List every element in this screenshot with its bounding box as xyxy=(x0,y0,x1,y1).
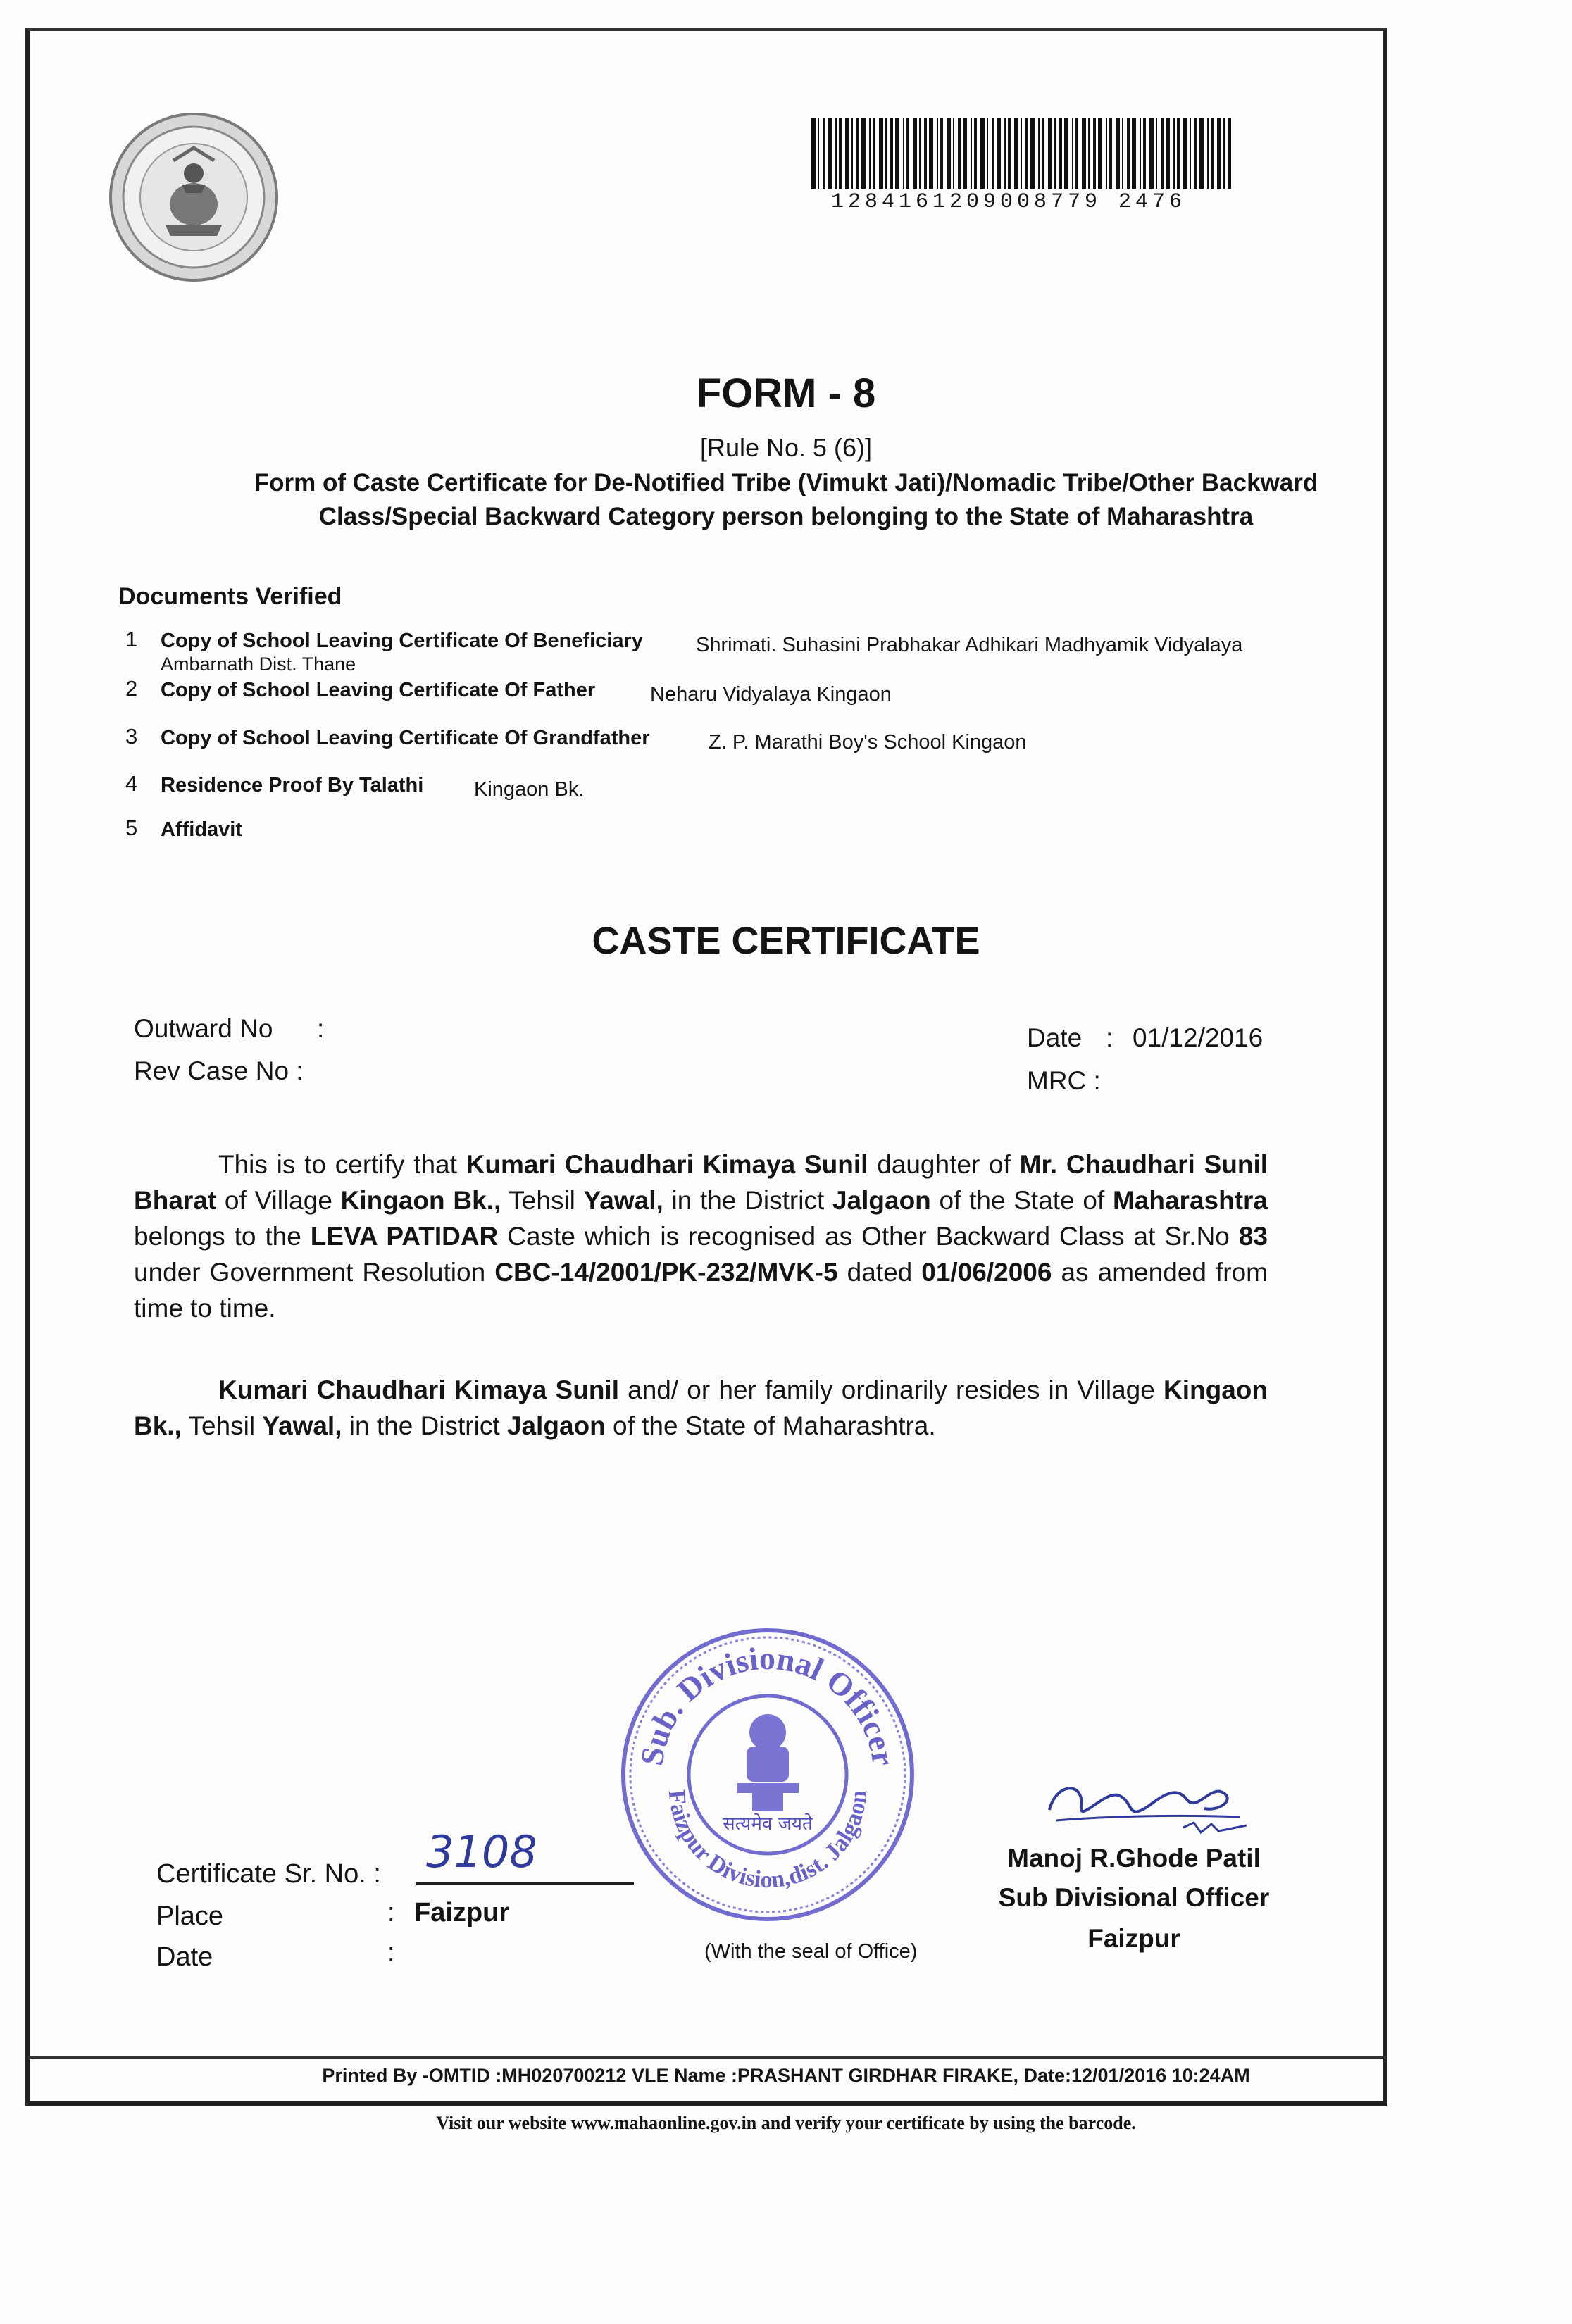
p2-text: of the State of Maharashtra. xyxy=(605,1411,936,1440)
barcode-bar xyxy=(913,118,917,189)
officer-name: Manoj R.Ghode Patil xyxy=(1007,1844,1261,1873)
barcode-icon xyxy=(810,118,1233,189)
barcode-bar xyxy=(963,118,967,189)
barcode-bar xyxy=(1093,118,1096,189)
barcode-bar xyxy=(924,118,927,189)
p2-text: in the District xyxy=(342,1411,507,1440)
p1-text: This is to certify that xyxy=(218,1150,466,1179)
barcode-bar xyxy=(1072,118,1073,189)
subtitle-line-1: Form of Caste Certificate for De-Notified Tribe (Vimukt Jati)/Nomadic Tribe/Other Backward xyxy=(254,469,1318,496)
barcode-bar xyxy=(1199,118,1204,189)
document-label: Copy of School Leaving Certificate Of Grandfather xyxy=(161,727,650,749)
certificate-paragraph-2 xyxy=(134,1372,1268,1444)
document-item-5 xyxy=(118,816,1316,851)
barcode-bar xyxy=(1122,118,1123,189)
verify-website-note: Visit our website www.mahaonline.gov.in and verify your certificate by using the barcode. xyxy=(436,2113,1136,2133)
barcode-bar xyxy=(1075,118,1078,189)
certificate-sr-label: Certificate Sr. No. : xyxy=(156,1859,381,1889)
rev-case-no-label: Rev Case No : xyxy=(134,1056,304,1085)
p1-district: Jalgaon xyxy=(832,1186,931,1215)
barcode-bar xyxy=(839,118,842,189)
barcode-bar xyxy=(1054,118,1056,189)
barcode-bar xyxy=(1082,118,1086,189)
documents-heading: Documents Verified xyxy=(118,583,342,610)
document-number: 4 xyxy=(125,771,138,796)
seal-text-bottom: Faizpur Division,dist. Jalgaon xyxy=(663,1789,873,1894)
officer-title: Sub Divisional Officer xyxy=(998,1883,1270,1912)
form-subtitle xyxy=(0,466,1572,534)
barcode-bar xyxy=(919,118,921,189)
outward-no-label: Outward No xyxy=(134,1014,273,1043)
document-value: Neharu Vidyalaya Kingaon xyxy=(650,683,892,706)
barcode-bar xyxy=(947,118,951,189)
document-item-1 xyxy=(118,627,1316,676)
p1-text: as amended from time to time. xyxy=(134,1258,1268,1323)
p1-text: of Village xyxy=(216,1186,341,1215)
seal-text-top: Sub. Divisional Officer xyxy=(633,1639,902,1768)
barcode-bar xyxy=(906,118,909,189)
barcode-bar xyxy=(1194,118,1197,189)
p2-name: Kumari Chaudhari Kimaya Sunil xyxy=(218,1375,619,1404)
document-number: 2 xyxy=(125,676,138,701)
barcode-bar xyxy=(1048,118,1052,189)
barcode-bar xyxy=(885,118,887,189)
document-item-2 xyxy=(118,676,1316,711)
barcode-bar xyxy=(828,118,832,189)
barcode-bar xyxy=(879,118,883,189)
barcode-bar xyxy=(1183,118,1187,189)
barcode-bar xyxy=(1228,118,1231,189)
barcode-bar xyxy=(929,118,933,189)
barcode-number: 1284161209008779 2476 xyxy=(831,190,1187,214)
p1-name: Kumari Chaudhari Kimaya Sunil xyxy=(466,1150,868,1179)
barcode-bar xyxy=(980,118,985,189)
barcode-bar xyxy=(1190,118,1191,189)
document-number: 1 xyxy=(125,627,138,651)
barcode-bar xyxy=(1030,118,1035,189)
document-item-4 xyxy=(118,771,1316,806)
seal-caption: (With the seal of Office) xyxy=(704,1940,918,1963)
barcode-bar xyxy=(869,118,871,189)
p1-text: Caste which is recognised as Other Backward Class at Sr.No xyxy=(498,1222,1239,1251)
barcode-bar xyxy=(1161,118,1164,189)
barcode-bar xyxy=(1143,118,1146,189)
barcode-bar xyxy=(1004,118,1006,189)
barcode-bar xyxy=(1140,118,1141,189)
barcode-bar xyxy=(856,118,859,189)
barcode-bar xyxy=(1088,118,1090,189)
p1-resolution: CBC-14/2001/PK-232/MVK-5 xyxy=(494,1258,838,1287)
printed-by-line: Printed By -OMTID :MH020700212 VLE Name :PRASHANT GIRDHAR FIRAKE, Date:12/01/2016 10:24AM xyxy=(322,2065,1250,2086)
barcode-bar xyxy=(1156,118,1157,189)
officer-signature-icon xyxy=(1042,1768,1254,1845)
p1-text: dated xyxy=(837,1258,922,1287)
p2-district: Jalgaon xyxy=(506,1411,606,1440)
barcode-bar xyxy=(1014,118,1018,189)
document-number: 5 xyxy=(125,816,138,840)
footer-date-label: Date xyxy=(156,1942,213,1972)
barcode-bar xyxy=(835,118,837,189)
barcode-bar xyxy=(953,118,954,189)
place-separator: : xyxy=(387,1898,395,1928)
barcode-bar xyxy=(1109,118,1112,189)
barcode-bar xyxy=(890,118,893,189)
p1-text: daughter of xyxy=(868,1150,1020,1179)
document-value: Kingaon Bk. xyxy=(474,778,585,801)
seal-motto: सत्यमेव जयते xyxy=(723,1813,813,1835)
barcode-bar xyxy=(1173,118,1175,189)
footer-date-separator: : xyxy=(387,1938,395,1968)
barcode-bar xyxy=(823,118,825,189)
p1-text: Tehsil xyxy=(501,1186,584,1215)
outward-no-separator: : xyxy=(317,1014,325,1043)
barcode-bar xyxy=(997,118,1001,189)
barcode-bar xyxy=(974,118,977,189)
barcode-bar xyxy=(1106,118,1107,189)
document-item-3 xyxy=(118,724,1316,759)
barcode-bar xyxy=(1127,118,1130,189)
barcode-bar xyxy=(1223,118,1225,189)
p2-tehsil: Yawal, xyxy=(262,1411,342,1440)
barcode-bar xyxy=(1059,118,1062,189)
document-label: Copy of School Leaving Certificate Of Father xyxy=(161,679,596,701)
sr-underline xyxy=(416,1882,634,1885)
place-value: Faizpur xyxy=(414,1898,510,1928)
barcode-bar xyxy=(971,118,972,189)
mrc-label: MRC : xyxy=(1027,1066,1101,1095)
barcode-bar xyxy=(940,118,943,189)
p1-village: Kingaon Bk., xyxy=(340,1186,501,1215)
barcode-bar xyxy=(895,118,899,189)
barcode-bar xyxy=(937,118,938,189)
certificate-title: CASTE CERTIFICATE xyxy=(592,920,980,962)
p1-text: belongs to the xyxy=(134,1222,311,1251)
barcode-bar xyxy=(1025,118,1028,189)
p2-village: Kingaon Bk., xyxy=(134,1375,1268,1440)
barcode-bar xyxy=(1038,118,1040,189)
barcode-bar xyxy=(1177,118,1180,189)
p1-text: under Government Resolution xyxy=(134,1258,495,1287)
barcode-bar xyxy=(845,118,849,189)
barcode-bar xyxy=(811,118,816,189)
office-seal-icon xyxy=(613,1620,923,1930)
p1-caste: LEVA PATIDAR xyxy=(310,1222,499,1251)
barcode-bar xyxy=(992,118,994,189)
barcode-bar xyxy=(1008,118,1011,189)
barcode-bar xyxy=(1211,118,1214,189)
barcode-bar xyxy=(1132,118,1136,189)
form-title: FORM - 8 xyxy=(696,370,876,416)
barcode-bar xyxy=(1042,118,1044,189)
document-value: Z. P. Marathi Boy's School Kingaon xyxy=(709,731,1027,754)
p2-text: and/ or her family ordinarily resides in Village xyxy=(618,1375,1164,1404)
document-value: Shrimati. Suhasini Prabhakar Adhikari Madhyamik Vidyalaya xyxy=(696,634,1243,656)
date-value: 01/12/2016 xyxy=(1133,1023,1264,1052)
document-label: Residence Proof By Talathi xyxy=(161,774,424,796)
barcode-bar xyxy=(818,118,819,189)
barcode-bar xyxy=(1217,118,1221,189)
p1-srno: 83 xyxy=(1238,1222,1268,1251)
barcode-bar xyxy=(987,118,988,189)
certificate-paragraph-1 xyxy=(134,1147,1268,1326)
officer-place: Faizpur xyxy=(1087,1924,1180,1953)
p1-state: Maharashtra xyxy=(1112,1186,1268,1215)
document-label: Copy of School Leaving Certificate Of Beneficiary xyxy=(161,630,643,652)
barcode-bar xyxy=(1166,118,1170,189)
certificate-sr-value: 3108 xyxy=(426,1826,537,1878)
barcode-bar xyxy=(958,118,961,189)
state-emblem-icon xyxy=(106,106,282,289)
barcode-bar xyxy=(873,118,875,189)
subtitle-line-2: Class/Special Backward Category person belonging to the State of Maharashtra xyxy=(318,503,1254,530)
barcode-bar xyxy=(1207,118,1209,189)
place-label: Place xyxy=(156,1901,224,1931)
printed-divider xyxy=(28,2056,1386,2059)
barcode-bar xyxy=(1149,118,1154,189)
barcode-bar xyxy=(861,118,866,189)
document-number: 3 xyxy=(125,724,138,749)
barcode-bar xyxy=(1116,118,1120,189)
barcode-bar xyxy=(1021,118,1022,189)
document-label: Affidavit xyxy=(161,818,242,841)
p1-resolution-date: 01/06/2006 xyxy=(921,1258,1052,1287)
barcode-bar xyxy=(1098,118,1102,189)
document-value-line-2: Ambarnath Dist. Thane xyxy=(161,654,356,675)
p1-text: in the District xyxy=(663,1186,832,1215)
barcode-bar xyxy=(903,118,904,189)
date-separator: : xyxy=(1106,1023,1114,1052)
date-label: Date xyxy=(1027,1023,1083,1052)
barcode-bar xyxy=(1064,118,1068,189)
p2-text: Tehsil xyxy=(181,1411,263,1440)
p1-tehsil: Yawal, xyxy=(583,1186,663,1215)
p1-text: of the State of xyxy=(930,1186,1113,1215)
p1-father: Mr. Chaudhari Sunil Bharat xyxy=(134,1150,1268,1215)
barcode-bar xyxy=(852,118,853,189)
form-rule: [Rule No. 5 (6)] xyxy=(699,433,873,462)
